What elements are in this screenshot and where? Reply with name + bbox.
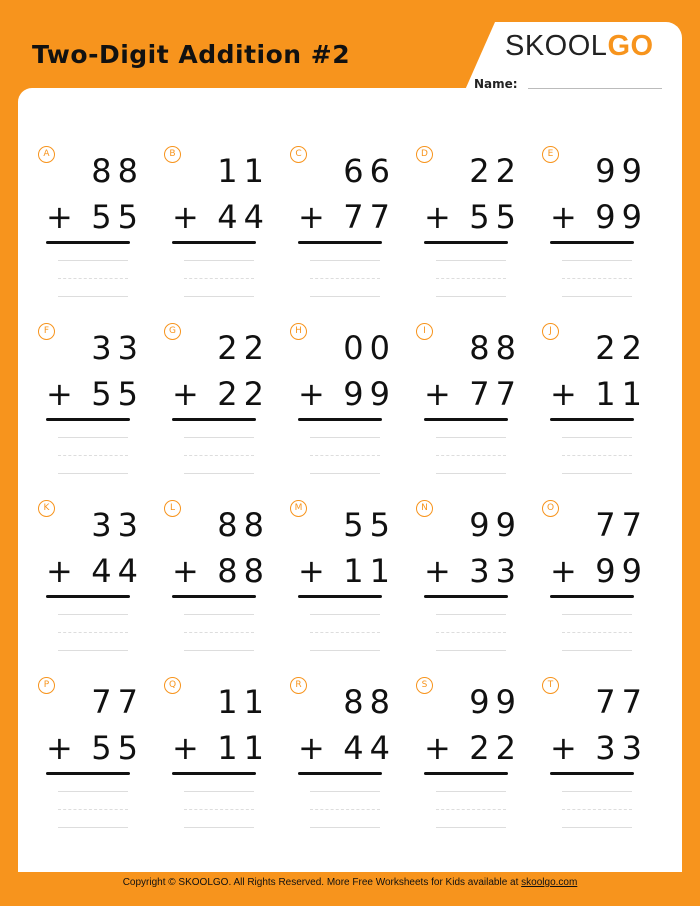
answer-baseline (562, 827, 632, 828)
answer-baseline (58, 296, 128, 297)
plus-sign: + (298, 375, 325, 413)
plus-sign: + (550, 198, 577, 236)
problem-letter: R (290, 677, 307, 694)
plus-sign: + (46, 552, 73, 590)
plus-sign: + (298, 729, 325, 767)
answer-guide-line (562, 455, 632, 456)
addend-top: 55 (343, 506, 396, 544)
answer-baseline (310, 650, 380, 651)
addend-bottom: 55 (91, 375, 144, 413)
answer-line[interactable] (562, 437, 632, 438)
problem-j (542, 323, 648, 483)
problem-letter: J (542, 323, 559, 340)
logo-text: SKOOL (505, 30, 608, 62)
answer-line[interactable] (310, 614, 380, 615)
problem-b (164, 146, 270, 306)
answer-guide-line (310, 632, 380, 633)
answer-line[interactable] (436, 791, 506, 792)
answer-baseline (184, 296, 254, 297)
sum-line (46, 772, 130, 775)
problem-s (416, 677, 522, 837)
answer-baseline (436, 827, 506, 828)
footer-text: Copyright © SKOOLGO. All Rights Reserved. More Free Worksheets for Kids available at (122, 877, 522, 888)
addend-bottom: 88 (217, 552, 270, 590)
answer-guide-line (562, 632, 632, 633)
problem-letter: M (290, 500, 307, 517)
answer-guide-line (436, 809, 506, 810)
addend-top: 88 (343, 683, 396, 721)
answer-guide-line (436, 632, 506, 633)
addend-bottom: 44 (343, 729, 396, 767)
answer-baseline (184, 473, 254, 474)
addend-bottom: 44 (217, 198, 270, 236)
addend-top: 77 (595, 506, 648, 544)
problem-n (416, 500, 522, 660)
problem-letter: T (542, 677, 559, 694)
plus-sign: + (46, 729, 73, 767)
answer-line[interactable] (58, 260, 128, 261)
answer-baseline (436, 296, 506, 297)
addend-top: 88 (217, 506, 270, 544)
answer-baseline (58, 827, 128, 828)
answer-line[interactable] (436, 260, 506, 261)
answer-guide-line (310, 809, 380, 810)
answer-line[interactable] (562, 614, 632, 615)
answer-baseline (436, 650, 506, 651)
answer-baseline (58, 473, 128, 474)
addend-bottom: 99 (343, 375, 396, 413)
sum-line (172, 241, 256, 244)
problem-g (164, 323, 270, 483)
answer-line[interactable] (562, 791, 632, 792)
plus-sign: + (424, 375, 451, 413)
answer-line[interactable] (184, 260, 254, 261)
problem-o (542, 500, 648, 660)
addend-top: 77 (91, 683, 144, 721)
problem-letter: F (38, 323, 55, 340)
addend-top: 88 (469, 329, 522, 367)
sum-line (424, 241, 508, 244)
addend-top: 77 (595, 683, 648, 721)
answer-line[interactable] (58, 437, 128, 438)
problem-m (290, 500, 396, 660)
problem-i (416, 323, 522, 483)
sum-line (172, 595, 256, 598)
problem-letter: L (164, 500, 181, 517)
addend-top: 33 (91, 506, 144, 544)
name-input-line[interactable] (528, 88, 662, 89)
footer (0, 877, 700, 888)
plus-sign: + (424, 198, 451, 236)
addend-top: 00 (343, 329, 396, 367)
answer-line[interactable] (310, 260, 380, 261)
plus-sign: + (550, 552, 577, 590)
addend-top: 99 (469, 506, 522, 544)
addend-bottom: 55 (91, 198, 144, 236)
plus-sign: + (550, 729, 577, 767)
sum-line (550, 418, 634, 421)
problem-letter: C (290, 146, 307, 163)
answer-line[interactable] (310, 437, 380, 438)
answer-baseline (562, 296, 632, 297)
skoolgo-logo (505, 30, 654, 63)
problem-e (542, 146, 648, 306)
problem-letter: S (416, 677, 433, 694)
answer-baseline (310, 827, 380, 828)
addend-top: 22 (217, 329, 270, 367)
problem-letter: H (290, 323, 307, 340)
problem-letter: O (542, 500, 559, 517)
answer-line[interactable] (562, 260, 632, 261)
answer-line[interactable] (58, 791, 128, 792)
answer-baseline (310, 473, 380, 474)
answer-guide-line (184, 809, 254, 810)
answer-guide-line (562, 278, 632, 279)
sum-line (172, 772, 256, 775)
addend-top: 22 (595, 329, 648, 367)
sum-line (298, 772, 382, 775)
answer-baseline (310, 296, 380, 297)
addend-bottom: 11 (595, 375, 648, 413)
sum-line (46, 418, 130, 421)
answer-baseline (184, 827, 254, 828)
plus-sign: + (298, 552, 325, 590)
answer-guide-line (58, 809, 128, 810)
addend-bottom: 99 (595, 552, 648, 590)
sum-line (46, 595, 130, 598)
addend-bottom: 33 (595, 729, 648, 767)
addend-bottom: 55 (91, 729, 144, 767)
answer-line[interactable] (436, 437, 506, 438)
name-label: Name: (474, 77, 518, 91)
sum-line (298, 418, 382, 421)
addend-top: 11 (217, 683, 270, 721)
answer-guide-line (184, 278, 254, 279)
logo-accent: GO (607, 30, 654, 62)
sum-line (424, 418, 508, 421)
answer-baseline (562, 650, 632, 651)
addend-bottom: 77 (343, 198, 396, 236)
addend-bottom: 11 (217, 729, 270, 767)
addend-bottom: 77 (469, 375, 522, 413)
addend-top: 22 (469, 152, 522, 190)
problem-l (164, 500, 270, 660)
plus-sign: + (424, 552, 451, 590)
problem-d (416, 146, 522, 306)
problem-letter: G (164, 323, 181, 340)
answer-guide-line (184, 632, 254, 633)
answer-guide-line (436, 455, 506, 456)
addend-bottom: 33 (469, 552, 522, 590)
answer-baseline (436, 473, 506, 474)
problem-t (542, 677, 648, 837)
sum-line (298, 241, 382, 244)
problem-h (290, 323, 396, 483)
sum-line (424, 595, 508, 598)
problem-letter: P (38, 677, 55, 694)
problem-r (290, 677, 396, 837)
plus-sign: + (172, 375, 199, 413)
answer-guide-line (436, 278, 506, 279)
answer-line[interactable] (310, 791, 380, 792)
answer-baseline (184, 650, 254, 651)
problem-letter: A (38, 146, 55, 163)
problem-c (290, 146, 396, 306)
problem-f (38, 323, 144, 483)
addend-bottom: 99 (595, 198, 648, 236)
plus-sign: + (424, 729, 451, 767)
problem-a (38, 146, 144, 306)
sum-line (550, 772, 634, 775)
answer-guide-line (58, 278, 128, 279)
footer-link[interactable]: skoolgo.com (521, 877, 578, 888)
plus-sign: + (46, 198, 73, 236)
addend-top: 66 (343, 152, 396, 190)
answer-line[interactable] (184, 791, 254, 792)
addend-top: 11 (217, 152, 270, 190)
answer-line[interactable] (58, 614, 128, 615)
answer-guide-line (184, 455, 254, 456)
problem-q (164, 677, 270, 837)
addend-bottom: 22 (469, 729, 522, 767)
problem-letter: D (416, 146, 433, 163)
addend-bottom: 11 (343, 552, 396, 590)
addend-top: 99 (595, 152, 648, 190)
sum-line (298, 595, 382, 598)
addend-bottom: 22 (217, 375, 270, 413)
addend-bottom: 44 (91, 552, 144, 590)
answer-guide-line (310, 278, 380, 279)
answer-line[interactable] (436, 614, 506, 615)
problem-letter: Q (164, 677, 181, 694)
addend-top: 33 (91, 329, 144, 367)
plus-sign: + (172, 552, 199, 590)
worksheet-title: Two-Digit Addition #2 (32, 40, 351, 69)
sum-line (172, 418, 256, 421)
plus-sign: + (298, 198, 325, 236)
problem-letter: K (38, 500, 55, 517)
problem-letter: N (416, 500, 433, 517)
addend-bottom: 55 (469, 198, 522, 236)
addend-top: 99 (469, 683, 522, 721)
problem-letter: I (416, 323, 433, 340)
answer-guide-line (58, 632, 128, 633)
problem-k (38, 500, 144, 660)
answer-line[interactable] (184, 614, 254, 615)
answer-baseline (562, 473, 632, 474)
sum-line (550, 595, 634, 598)
answer-guide-line (562, 809, 632, 810)
plus-sign: + (550, 375, 577, 413)
problem-letter: B (164, 146, 181, 163)
answer-guide-line (58, 455, 128, 456)
problem-letter: E (542, 146, 559, 163)
plus-sign: + (172, 198, 199, 236)
sum-line (550, 241, 634, 244)
problem-p (38, 677, 144, 837)
addend-top: 88 (91, 152, 144, 190)
answer-line[interactable] (184, 437, 254, 438)
sum-line (424, 772, 508, 775)
plus-sign: + (46, 375, 73, 413)
sum-line (46, 241, 130, 244)
plus-sign: + (172, 729, 199, 767)
answer-guide-line (310, 455, 380, 456)
answer-baseline (58, 650, 128, 651)
